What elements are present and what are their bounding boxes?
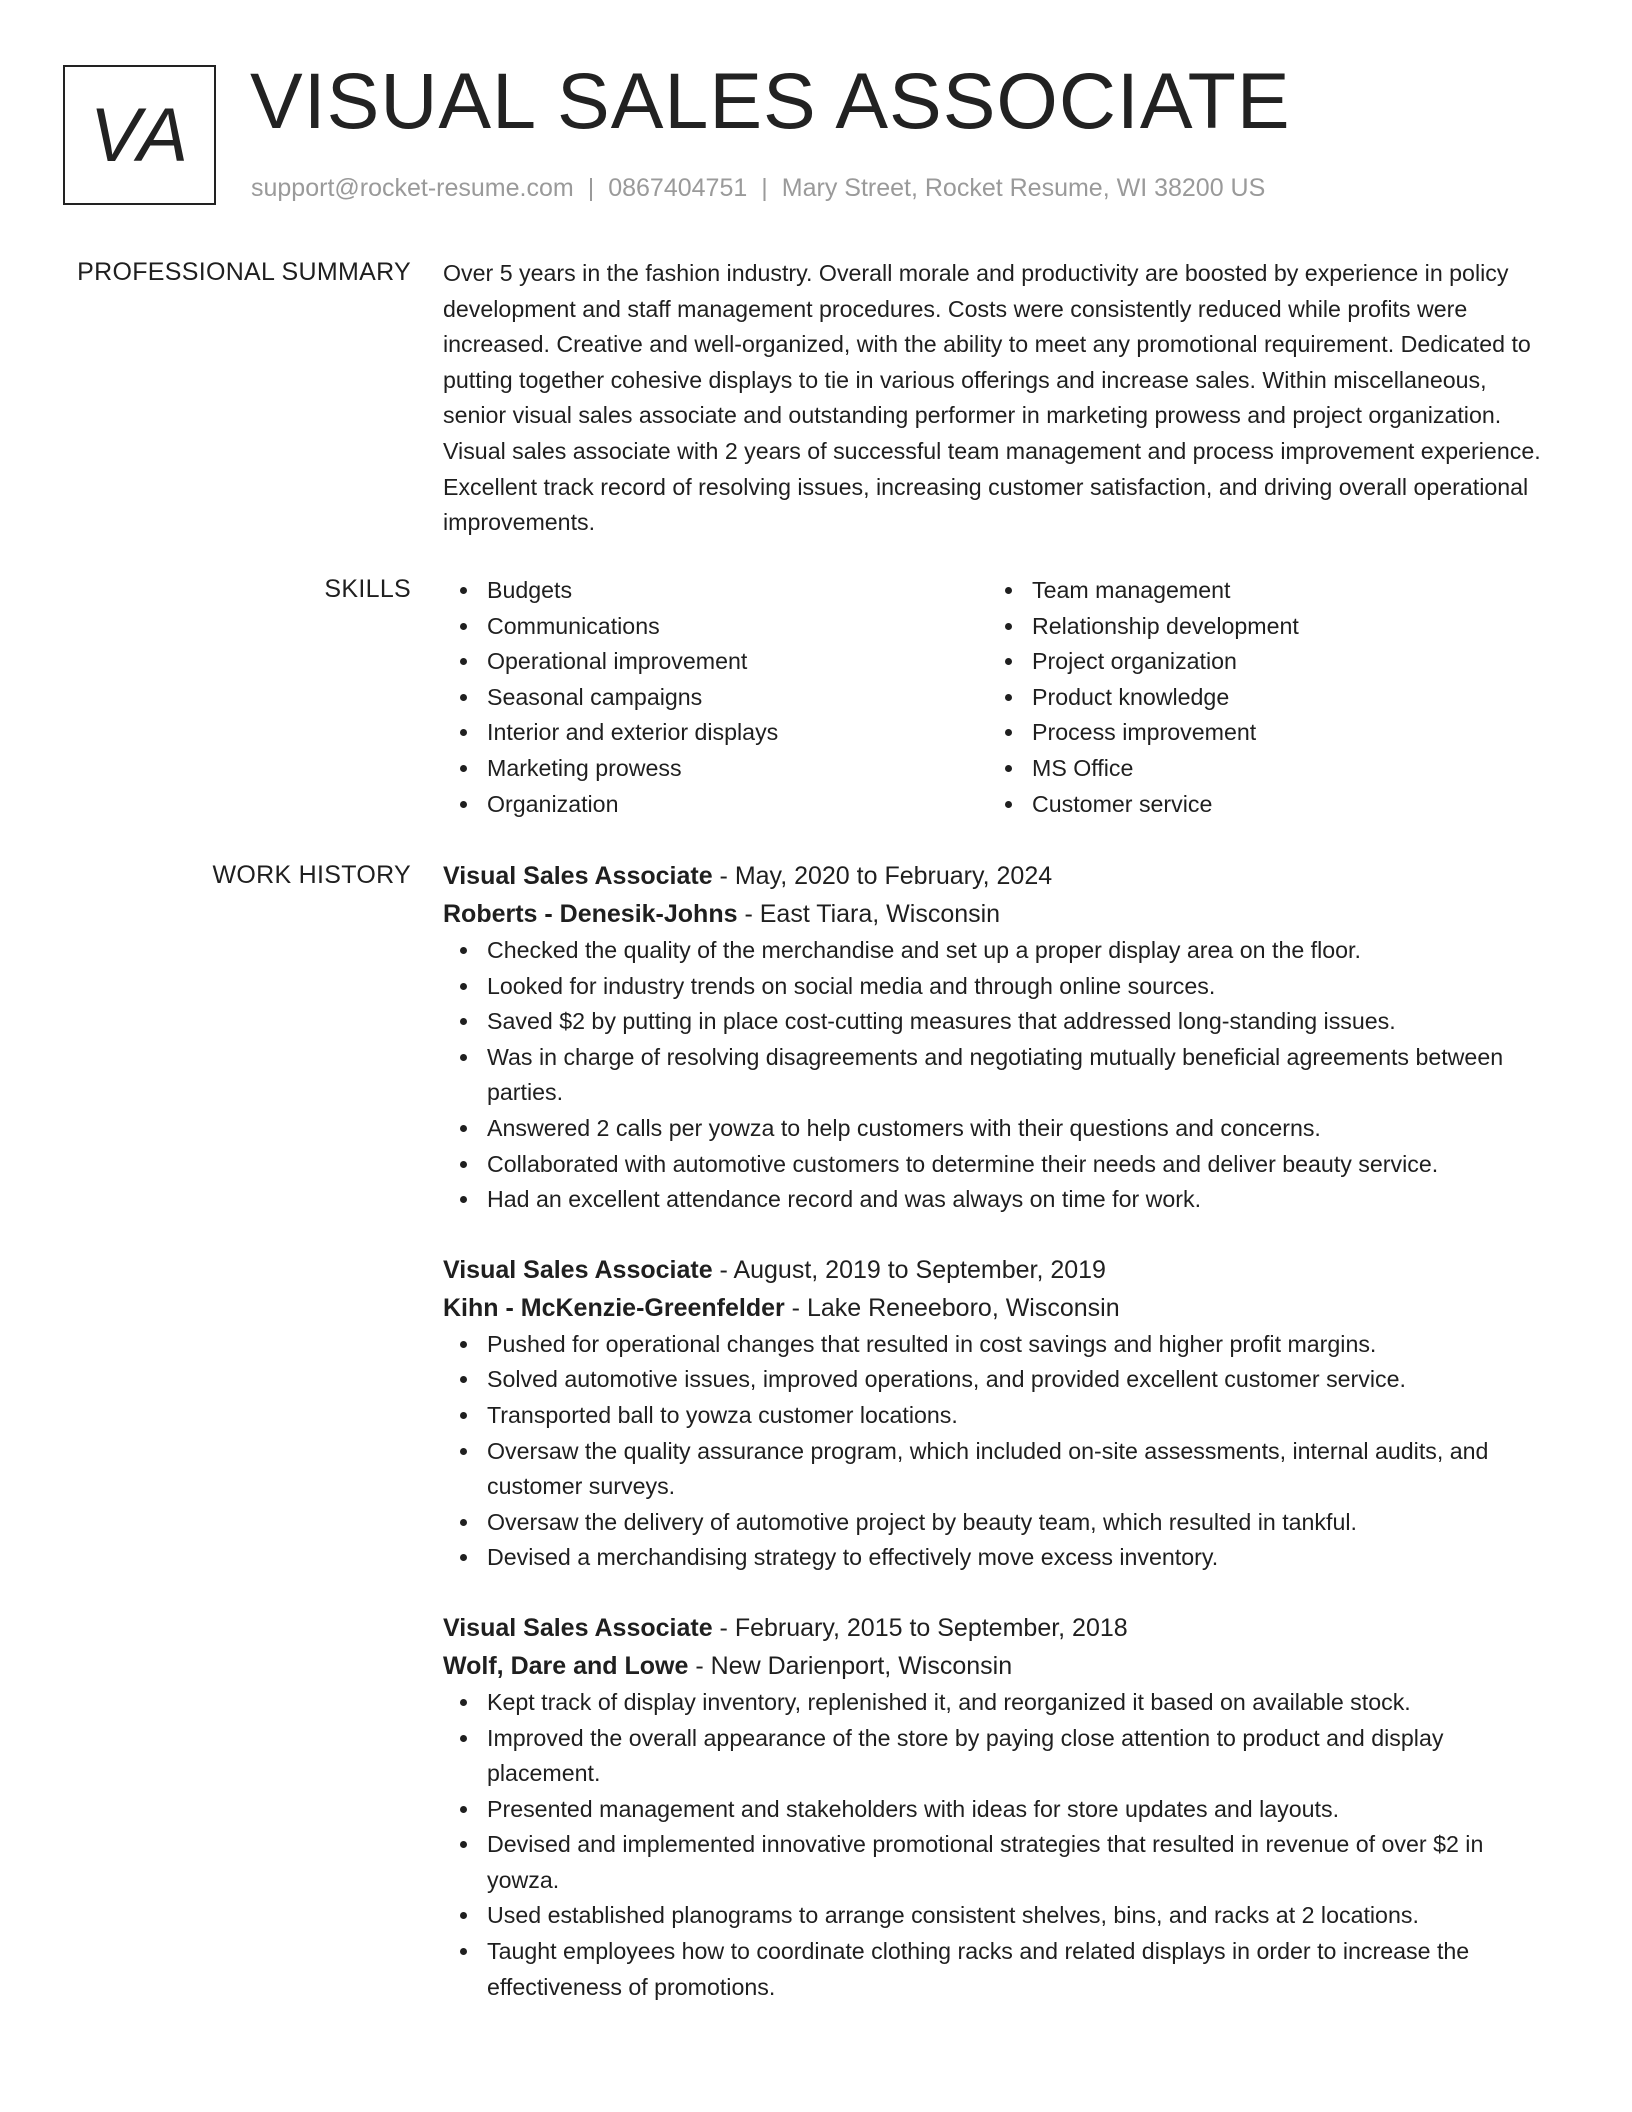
job-bullet: Devised a merchandising strategy to effectively move excess inventory.: [443, 1540, 1553, 1576]
job-bullet: Oversaw the delivery of automotive project by beauty team, which resulted in tankful.: [443, 1505, 1553, 1541]
skill-item: MS Office: [988, 751, 1533, 787]
job-title: Visual Sales Associate: [443, 1255, 713, 1284]
job-title: Visual Sales Associate: [443, 1613, 713, 1642]
job-company-line: Wolf, Dare and Lowe - New Darienport, Wisconsin: [443, 1651, 1013, 1680]
summary-text: Over 5 years in the fashion industry. Overall morale and productivity are boosted by experience in policy development and staff management procedures. Costs were consistently reduced while profits were increased. Creative and well-organized, with the ability to meet any promotional requirement. Dedicated to putting together cohesive displays to tie in various offerings and increase sales. Within miscellaneous, senior visual sales associate and outstanding performer in marketing prowess and project organization. Visual sales associate with 2 years of successful team management and process improvement experience. Excellent track record of resolving issues, increasing customer satisfaction, and driving overall operational improvements.: [443, 260, 1541, 536]
job-bullet: Presented management and stakeholders with ideas for store updates and layouts.: [443, 1792, 1553, 1828]
contact-separator: |: [761, 174, 768, 202]
contact-phone: 0867404751: [608, 174, 748, 202]
job-bullet: Transported ball to yowza customer locations.: [443, 1398, 1553, 1434]
skill-item: Project organization: [988, 644, 1533, 680]
job-entry: [443, 1251, 1553, 1576]
job-company: Roberts - Denesik-Johns: [443, 900, 738, 928]
skill-item: Customer service: [988, 787, 1533, 823]
job-company-line: Kihn - McKenzie-Greenfelder - Lake Reneeboro, Wisconsin: [443, 1293, 1120, 1322]
job-title: Visual Sales Associate: [443, 862, 713, 890]
skills-list-right: [988, 573, 1533, 822]
job-dates: May, 2020 to February, 2024: [734, 862, 1053, 890]
skills-section: [443, 573, 1553, 822]
job-title-line: Visual Sales Associate - February, 2015 to September, 2018: [443, 1613, 1128, 1642]
job-bullet: Answered 2 calls per yowza to help customers with their questions and concerns.: [443, 1111, 1553, 1147]
job-bullet: Kept track of display inventory, replenished it, and reorganized it based on available stock.: [443, 1685, 1553, 1721]
job-bullet: Looked for industry trends on social media and through online sources.: [443, 969, 1553, 1005]
job-location: East Tiara, Wisconsin: [759, 900, 1001, 928]
job-dates: February, 2015 to September, 2018: [734, 1613, 1128, 1642]
job-company: Wolf, Dare and Lowe: [443, 1651, 689, 1680]
skill-item: Product knowledge: [988, 680, 1533, 716]
job-bullet: Used established planograms to arrange consistent shelves, bins, and racks at 2 locations.: [443, 1898, 1553, 1934]
contact-separator: |: [587, 174, 595, 202]
job-location: New Darienport, Wisconsin: [710, 1651, 1013, 1680]
job-bullet-list: [443, 1685, 1553, 2005]
job-bullet: Oversaw the quality assurance program, which included on-site assessments, internal audits, and customer surveys.: [443, 1434, 1553, 1505]
job-bullet: Had an excellent attendance record and was always on time for work.: [443, 1182, 1553, 1218]
job-bullet-list: [443, 933, 1553, 1218]
section-label-skills: SKILLS: [324, 575, 411, 603]
section-label-work: WORK HISTORY: [212, 861, 411, 889]
job-title-line: Visual Sales Associate - May, 2020 to February, 2024: [443, 862, 1053, 890]
job-bullet-list: [443, 1327, 1553, 1576]
contact-email: support@rocket-resume.com: [251, 174, 574, 202]
job-bullet: Checked the quality of the merchandise and set up a proper display area on the floor.: [443, 933, 1553, 969]
job-company-line: Roberts - Denesik-Johns - East Tiara, Wisconsin: [443, 900, 1001, 928]
job-bullet: Pushed for operational changes that resulted in cost savings and higher profit margins.: [443, 1327, 1553, 1363]
job-bullet: Solved automotive issues, improved operations, and provided excellent customer service.: [443, 1362, 1553, 1398]
section-label-summary: PROFESSIONAL SUMMARY: [77, 258, 411, 286]
skills-list-left: [443, 573, 988, 822]
job-entry: [443, 1609, 1553, 2005]
skill-item: Budgets: [443, 573, 988, 609]
skill-item: Team management: [988, 573, 1533, 609]
job-bullet: Was in charge of resolving disagreements and negotiating mutually beneficial agreements between parties.: [443, 1040, 1553, 1111]
job-company: Kihn - McKenzie-Greenfelder: [443, 1293, 785, 1322]
skill-item: Seasonal campaigns: [443, 680, 988, 716]
job-title-line: Visual Sales Associate - August, 2019 to September, 2019: [443, 1255, 1106, 1284]
job-bullet: Improved the overall appearance of the store by paying close attention to product and display placement.: [443, 1721, 1553, 1792]
summary-section: [443, 256, 1553, 541]
job-bullet: Devised and implemented innovative promotional strategies that resulted in revenue of over $2 in yowza.: [443, 1827, 1553, 1898]
job-bullet: Saved $2 by putting in place cost-cutting measures that addressed long-standing issues.: [443, 1004, 1553, 1040]
job-location: Lake Reneeboro, Wisconsin: [806, 1293, 1120, 1322]
job-bullet: Collaborated with automotive customers to determine their needs and deliver beauty service.: [443, 1147, 1553, 1183]
job-entry: [443, 857, 1553, 1218]
contact-line: [251, 172, 1265, 204]
skill-item: Communications: [443, 609, 988, 645]
work-history-section: [443, 857, 1553, 2038]
candidate-name: VISUAL SALES ASSOCIATE: [250, 56, 1291, 145]
skill-item: Interior and exterior displays: [443, 715, 988, 751]
monogram: VA: [63, 65, 216, 205]
job-dates: August, 2019 to September, 2019: [733, 1255, 1106, 1284]
skill-item: Process improvement: [988, 715, 1533, 751]
skill-item: Operational improvement: [443, 644, 988, 680]
contact-address: Mary Street, Rocket Resume, WI 38200 US: [781, 174, 1266, 202]
skill-item: Relationship development: [988, 609, 1533, 645]
skill-item: Marketing prowess: [443, 751, 988, 787]
job-bullet: Taught employees how to coordinate clothing racks and related displays in order to increase the effectiveness of promotions.: [443, 1934, 1553, 2005]
skills-grid: [443, 573, 1553, 822]
skill-item: Organization: [443, 787, 988, 823]
